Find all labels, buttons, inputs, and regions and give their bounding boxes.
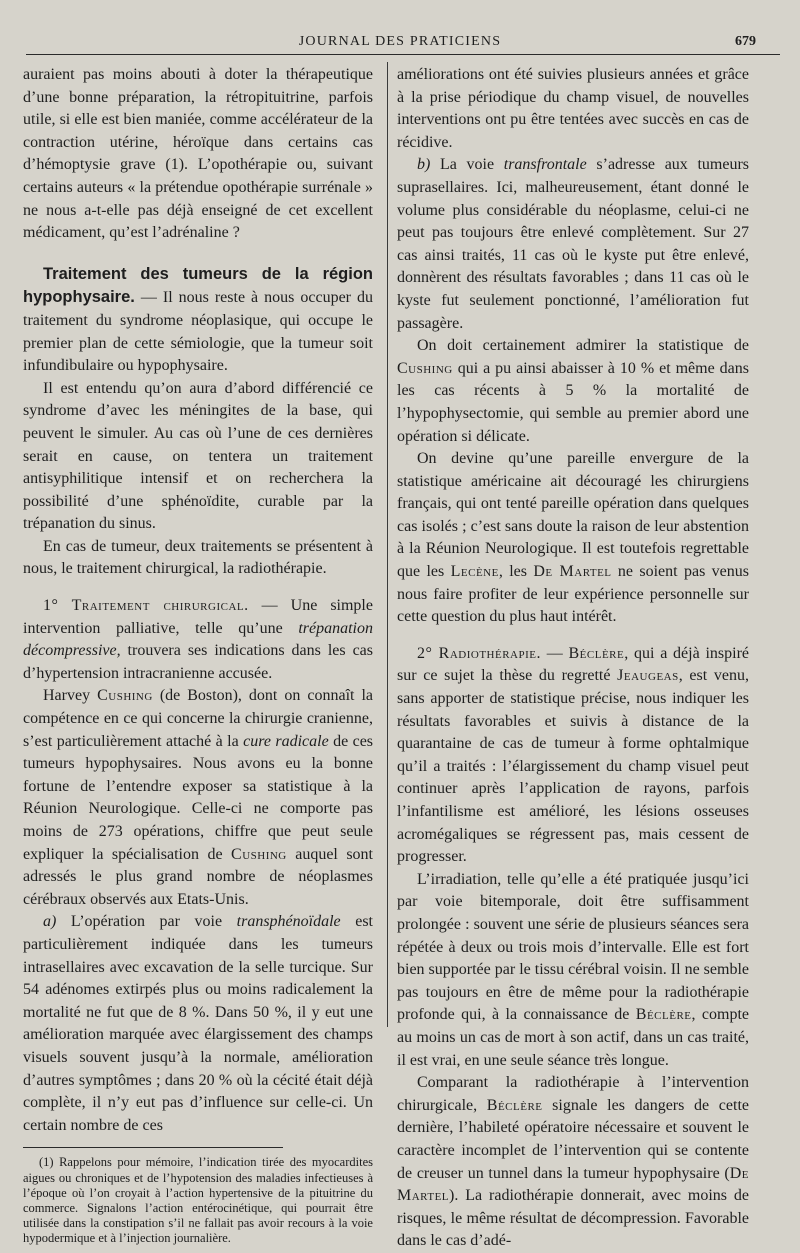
paragraph: améliorations ont été suivies plusieurs années et grâce à la prise périodique du champ visuel, de nouvelles interventions ont pu être tentées avec succès en cas de récidive. [397,66,749,151]
author-name: Cushing [97,687,153,705]
footnote-rule [23,1147,283,1148]
column-divider [387,62,388,1027]
paragraph: On doit certainement admirer la statistique de Cushing qui a pu ainsi abaisser à 10 % et même dans les cas récents à 5 % la mortalité de l’hypophysectomie, qui semble au premier abord une opération si délicate. [397,337,749,445]
subsection-paragraph: 1° Traitement chirurgical. — Une simple intervention palliative, telle qu’une trépanation décompressive, trouvera ses indications dans les cas d’hypertension intracranienne accusée. [23,597,373,682]
section-paragraph: Traitement des tumeurs de la région hypophysaire. — Il nous reste à nous occuper du traitement du syndrome néoplasique, qui occupe le premier plan de cette sémiologie, que la tumeur soit infundibulaire ou hypophysaire. [23,264,373,375]
author-name: Béclère [635,1006,692,1024]
left-column [23,64,373,1247]
author-name: Cushing [397,359,453,377]
paragraph: auraient pas moins abouti à doter la thérapeutique d’une bonne préparation, la rétropituitrine, parfois utile, si elle est bien maniée, comme accélérateur de la contraction utérine, héroïque dans certains cas d’hémoptysie grave (1). L’opothérapie ou, suivant certains auteurs « la prétendue opothérapie surrénale » ne nous a-t-elle pas déjà enseigné de cet excellent médicament, qu’est l’adrénaline ? [23,66,373,242]
author-name: Béclère [568,644,625,662]
right-column [397,64,749,1253]
paragraph: On devine qu’une pareille envergure de la statistique américaine ait découragé les chirurgiens français, qui ont tenté pareille opération dans quelques cas isolés ; c’est sans doute la raison de leur abstention à la Réunion Neurologique. Il est toutefois regrettable que les Lecène, les De Martel ne soient pas venus nous faire profiter de leur expérience personnelle sur cette question du plus haut intérêt. [397,450,750,626]
journal-title: JOURNAL DES PRATICIENS [298,34,502,49]
section-heading: Traitement des tumeurs de la région hypophysaire. [23,264,373,307]
author-name: De Martel [397,1164,749,1205]
footnote: (1) Rappelons pour mémoire, l’indication tirée des myocardites aigues ou chroniques et de l’hypotension des maladies infectieuses à l’époque où l’on croyait à l’action hypertensive de la pituitrine du commerce. Signalons l’action entérocinétique, qui pourrait être utilisée dans la constipation s’il ne fallait pas avoir recours à la voie hypodermique et à l’injection journalière. [23,1155,373,1246]
header-rule [26,54,780,55]
running-header [20,30,780,58]
author-name: Béclère [486,1096,543,1114]
author-name: De Martel [533,563,612,581]
paragraph: a) L’opération par voie transphénoïdale est particulièrement indiquée dans les tumeurs intrasellaires avec excavation de la selle turcique. Sur 54 adénomes extirpés plus ou moins radicalement la mortalité ne fut que de 8 %. Dans 50 %, il y eut une amélioration marquée avec élargissement des champs visuels souvent jusqu’à la normale, amélioration d’autres symptômes ; dans 20 % où la cécité était déjà complète, il n’y eut pas d’influence sur celle-ci. Un certain nombre de ces [23,913,374,1134]
paragraph: L’irradiation, telle qu’elle a été pratiquée jusqu’ici par voie bitemporale, doit être suffisamment prolongée : souvent une série de plusieurs séances sera répétée à deux ou trois mois d’intervalle. Elle est fort bien supportée par le tissu cérébral voisin. Il ne semble pas toujours en être de même pour la radiothérapie profonde qui, à la connaissance de Béclère, compte au moins un cas de mort à son actif, dans un cas traité, il est vrai, en une seule séance très longue. [397,870,750,1069]
subsection-paragraph: 2° Radiothérapie. — Béclère, qui a déjà inspiré sur ce sujet la thèse du regretté Jeaugeas, est venu, sans apporter de statistique précise, nous indiquer les résultats favorables et suivis à distance de la quarantaine de cas de tumeur à forme ophtalmique qu’il a traités : l’élargissement du champ visuel peut continuer après l’application de rayons, parfois l’infantilisme est amélioré, les lésions osseuses acromégaliques se régressent pas, mais cessent de progresser. [397,644,750,866]
author-name: Jeaugeas [617,667,679,685]
paragraph: b) La voie transfrontale s’adresse aux tumeurs suprasellaires. Ici, malheureusement, étant donné le volume plus considérable du néoplasme, celui-ci ne peut pas toujours être enlevé complètement. Sur 27 cas ainsi traités, 11 cas où le kyste put être enlevé, donnèrent des résultats favorables ; dans 11 cas où le kyste fut seulement ponctionné, l’amélioration fut passagère. [397,156,749,332]
author-name: Lecène [450,563,499,581]
subsection-heading: 1° Traitement chirurgical. [43,597,249,615]
paragraph: Harvey Cushing (de Boston), dont on connaît la compétence en ce qui concerne la chirurgie cranienne, s’est particulièrement attaché à la cure radicale de ces tumeurs hypophysaires. Nous avons eu la bonne fortune de l’entendre exposer sa statistique à la Réunion Neurologique. Celle-ci ne comporte pas moins de 273 opérations, chiffre que peut seule expliquer la spécialisation de Cushing auquel sont adressés le plus grand nombre de néoplasmes cérébraux observés aux Etats-Unis. [23,687,374,908]
paragraph: Il est entendu qu’on aura d’abord différencié ce syndrome d’avec les méningites de la base, qui peuvent le simuler. Au cas où l’une de ces dernières serait en cause, on tentera un traitement antisyphilitique intensif et on recherchera la possibilité d’une sphénoïdite, curable par la trépanation du sinus. [23,379,373,533]
paragraph: En cas de tumeur, deux traitements se présentent à nous, le traitement chirurgical, la radiothérapie. [23,537,373,578]
page-number: 679 [735,34,756,49]
author-name: Cushing [231,845,287,863]
paragraph: Comparant la radiothérapie à l’intervention chirurgicale, Béclère signale les dangers de cette dernière, l’habileté opératoire nécessaire et souvent le caractère incomplet de l’intervention qui se contente de creuser un tunnel dans la tumeur hypophysaire (De Martel). La radiothérapie donnerait, avec moins de risques, le même résultat de décompression. Favorable dans le cas d’adé- [397,1074,749,1250]
subsection-heading: 2° Radiothérapie. [417,644,541,662]
